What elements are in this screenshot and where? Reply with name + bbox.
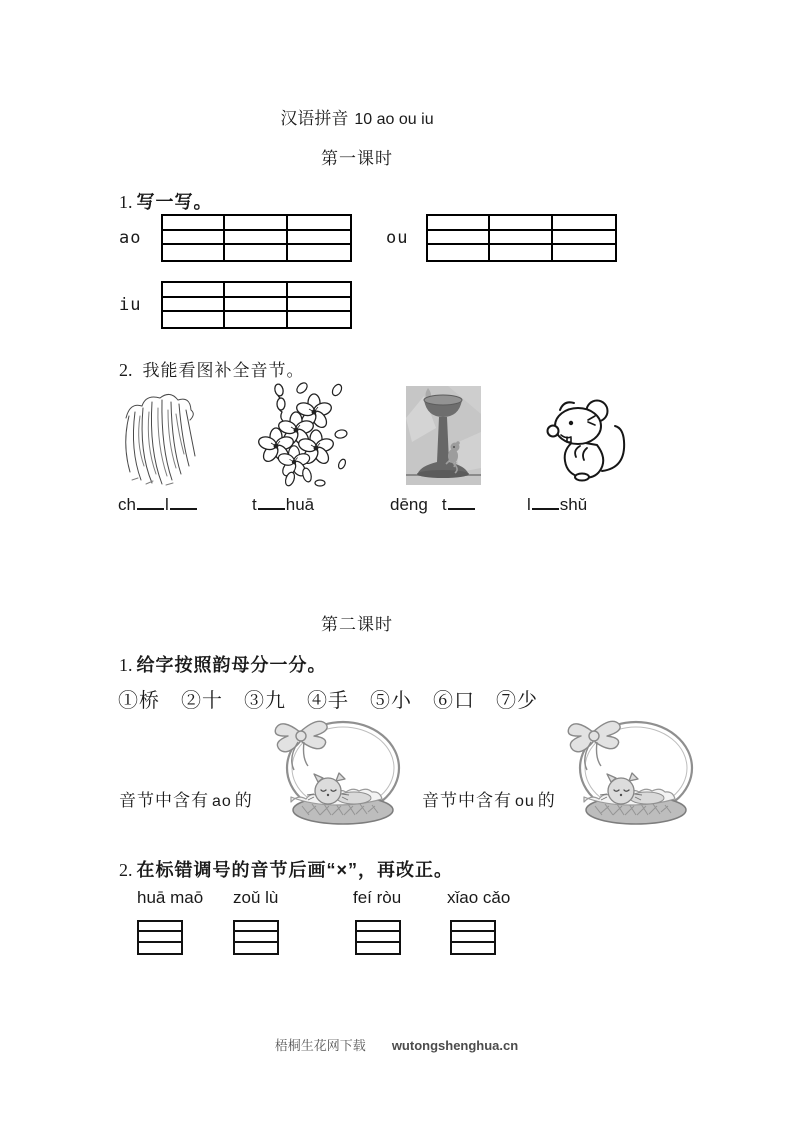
correction-box[interactable] bbox=[233, 920, 279, 955]
writing-cell[interactable] bbox=[225, 298, 287, 313]
page-title bbox=[0, 104, 714, 129]
character-item: ⑥口 bbox=[433, 690, 475, 712]
writing-cell[interactable] bbox=[288, 312, 350, 327]
pinyin-word: zoǔ lù bbox=[233, 888, 279, 907]
character-item: ④手 bbox=[307, 690, 349, 712]
exercise-title: 我能看图补全音节。 bbox=[142, 361, 305, 380]
writing-cell[interactable] bbox=[553, 216, 615, 231]
group-label-ao bbox=[119, 786, 253, 811]
grid-label-ou: ou bbox=[386, 228, 409, 248]
writing-cell[interactable] bbox=[225, 216, 287, 231]
writing-cell[interactable] bbox=[288, 216, 350, 231]
grid-label-ao: ao bbox=[119, 228, 142, 248]
answer-blank[interactable] bbox=[448, 495, 475, 510]
page-footer bbox=[0, 1035, 793, 1054]
syllable-part: ch bbox=[118, 495, 136, 514]
group-label-prefix: 音节中含有 bbox=[119, 791, 209, 810]
page-title-zh: 汉语拼音 bbox=[280, 109, 349, 128]
pinyin-writing-grid-ao bbox=[161, 214, 352, 262]
writing-cell[interactable] bbox=[163, 298, 225, 313]
exercise-title: 写一写。 bbox=[136, 192, 213, 212]
character-list bbox=[118, 684, 538, 713]
cat-basket-image[interactable] bbox=[268, 710, 406, 830]
exercise-number: 1. bbox=[119, 192, 133, 212]
syllable-caption-mouse bbox=[527, 495, 587, 515]
footer-site-url[interactable]: wutongshenghua.cn bbox=[391, 1038, 519, 1053]
character-item: ③九 bbox=[244, 690, 286, 712]
syllable-part: t bbox=[441, 495, 447, 514]
syllable-caption-lamp bbox=[390, 495, 476, 515]
writing-cell[interactable] bbox=[225, 312, 287, 327]
lesson2-ex2-heading bbox=[119, 856, 453, 882]
character-item: ①桥 bbox=[118, 690, 160, 712]
character-item: ⑤小 bbox=[370, 690, 412, 712]
answer-blank[interactable] bbox=[532, 495, 559, 510]
writing-cell[interactable] bbox=[225, 245, 287, 260]
oil-lamp-with-mouse-image bbox=[406, 386, 481, 485]
group-label-vowel: ou bbox=[515, 793, 535, 810]
correction-box[interactable] bbox=[355, 920, 401, 955]
footer-site-name: 梧桐生花网下载 bbox=[274, 1038, 366, 1053]
exercise-title: 给字按照韵母分一分。 bbox=[136, 655, 327, 675]
writing-cell[interactable] bbox=[490, 245, 552, 260]
writing-cell[interactable] bbox=[288, 245, 350, 260]
willow-tree-image bbox=[115, 388, 207, 486]
pinyin-writing-grid-ou bbox=[426, 214, 617, 262]
writing-cell[interactable] bbox=[163, 312, 225, 327]
answer-blank[interactable] bbox=[137, 495, 164, 510]
correction-box[interactable] bbox=[450, 920, 496, 955]
writing-cell[interactable] bbox=[163, 283, 225, 298]
writing-cell[interactable] bbox=[553, 231, 615, 246]
character-item: ⑦少 bbox=[496, 690, 538, 712]
lesson1-ex1-heading bbox=[119, 188, 213, 214]
exercise-number: 2. bbox=[119, 360, 133, 380]
writing-cell[interactable] bbox=[428, 231, 490, 246]
grid-label-iu: iu bbox=[119, 295, 142, 315]
page-title-latin: 10 ao ou iu bbox=[354, 111, 434, 128]
syllable-part: t bbox=[252, 495, 257, 514]
writing-cell[interactable] bbox=[163, 216, 225, 231]
pinyin-writing-grid-iu bbox=[161, 281, 352, 329]
exercise-number: 2. bbox=[119, 860, 133, 880]
writing-cell[interactable] bbox=[553, 245, 615, 260]
writing-cell[interactable] bbox=[428, 245, 490, 260]
character-item: ②十 bbox=[181, 690, 223, 712]
pinyin-word: xǐao cǎo bbox=[447, 888, 511, 907]
group-label-prefix: 音节中含有 bbox=[422, 791, 512, 810]
writing-cell[interactable] bbox=[163, 245, 225, 260]
writing-cell[interactable] bbox=[428, 216, 490, 231]
pinyin-word: feí ròu bbox=[353, 888, 402, 907]
lesson1-heading: 第一课时 bbox=[321, 149, 393, 168]
group-label-vowel: ao bbox=[212, 793, 232, 810]
lesson2-ex1-heading bbox=[119, 651, 327, 677]
syllable-part: shǔ bbox=[559, 495, 588, 514]
exercise-number: 1. bbox=[119, 655, 133, 675]
writing-cell[interactable] bbox=[225, 231, 287, 246]
syllable-part: huā bbox=[285, 495, 315, 514]
lesson1-ex2-heading bbox=[119, 356, 305, 381]
mouse-image bbox=[538, 397, 630, 484]
group-label-suffix: 的 bbox=[234, 791, 253, 810]
writing-cell[interactable] bbox=[288, 298, 350, 313]
correction-box[interactable] bbox=[137, 920, 183, 955]
pinyin-word: huā maō bbox=[137, 888, 204, 907]
writing-cell[interactable] bbox=[163, 231, 225, 246]
syllable-caption-willow bbox=[118, 495, 198, 515]
lesson2-heading: 第二课时 bbox=[321, 615, 393, 634]
exercise-title: 在标错调号的音节后画“×”，再改正。 bbox=[136, 860, 454, 880]
cat-basket-image[interactable] bbox=[561, 710, 699, 830]
peach-blossom-image bbox=[250, 382, 350, 488]
syllable-caption-blossom bbox=[252, 495, 314, 515]
syllable-part: l bbox=[527, 495, 531, 514]
writing-cell[interactable] bbox=[225, 283, 287, 298]
writing-cell[interactable] bbox=[490, 231, 552, 246]
writing-cell[interactable] bbox=[288, 231, 350, 246]
answer-blank[interactable] bbox=[258, 495, 285, 510]
group-label-ou bbox=[422, 786, 556, 811]
syllable-part: dēng bbox=[390, 495, 428, 514]
writing-cell[interactable] bbox=[490, 216, 552, 231]
answer-blank[interactable] bbox=[170, 495, 197, 510]
group-label-suffix: 的 bbox=[537, 791, 556, 810]
syllable-part: l bbox=[164, 495, 169, 514]
writing-cell[interactable] bbox=[288, 283, 350, 298]
